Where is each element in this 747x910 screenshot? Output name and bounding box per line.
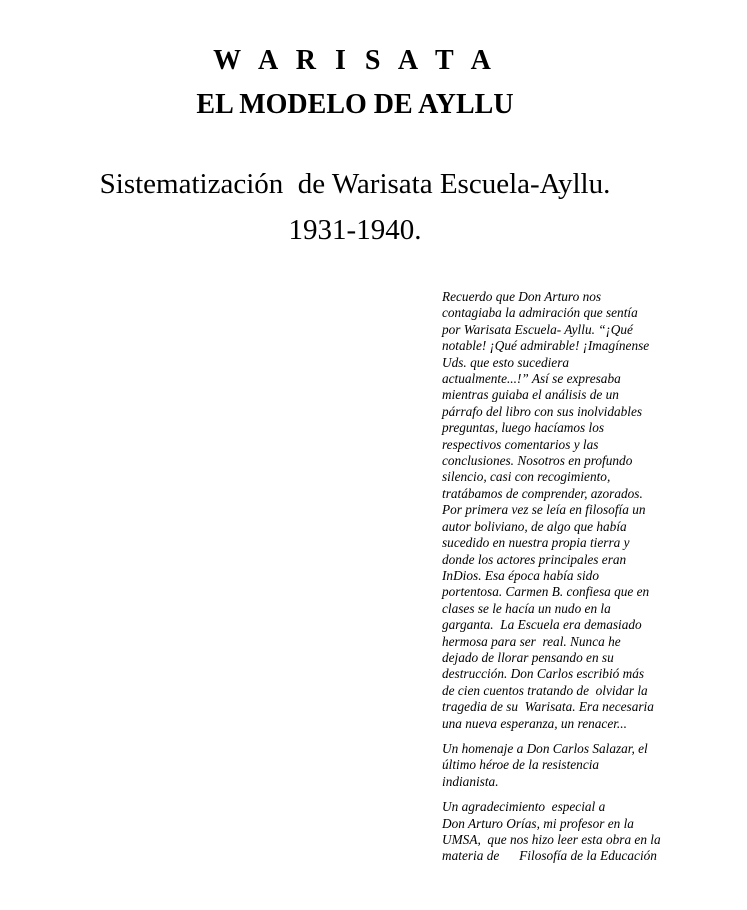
dedication-line: una nueva esperanza, un renacer... (442, 715, 627, 731)
dedication-line: preguntas, luego hacíamos los (442, 420, 605, 436)
dedication-paragraph-1 (442, 289, 742, 732)
dedication-line: tratábamos de comprender, azorados. (442, 485, 643, 501)
dedication-line: garganta. La Escuela era demasiado (442, 617, 642, 633)
dedication-line: de cien cuentos tratando de olvidar la (442, 682, 648, 698)
dedication-line: conclusiones. Nosotros en profundo (442, 453, 633, 469)
dedication-line: tragedia de su Warisata. Era necesaria (442, 699, 654, 715)
dedication-line: por Warisata Escuela- Ayllu. “¡Qué (442, 321, 633, 337)
dedication-line: destrucción. Don Carlos escribió más (442, 666, 645, 682)
paragraph-spacer (442, 732, 742, 741)
dedication-line: silencio, casi con recogimiento, (442, 469, 611, 485)
dedication-line: dejado de llorar pensando en su (442, 649, 614, 665)
dedication-line: Recuerdo que Don Arturo nos (442, 289, 602, 304)
subtitle-sistematizacion: Sistematización de Warisata Escuela-Ayllu. (99, 168, 611, 200)
dedication-line: respectivos comentarios y las (442, 436, 599, 452)
dedication-line: último héroe de la resistencia (442, 757, 600, 773)
dedication-line: materia de Filosofía de la Educación (442, 848, 657, 864)
dedication-paragraph-3 (442, 799, 742, 865)
dedication-line: párrafo del libro con sus inolvidables (442, 403, 643, 419)
dedication-line: Un homenaje a Don Carlos Salazar, el (442, 740, 648, 756)
dedication-line: UMSA, que nos hizo leer esta obra en la (442, 832, 661, 847)
dedication-line: indianista. (442, 773, 499, 789)
dedication-line: InDios. Esa época había sido (442, 567, 599, 583)
dedication-line: Don Arturo Orías, mi profesor en la (442, 815, 634, 831)
dedication-line: sucedido en nuestra propia tierra y (442, 535, 630, 551)
dedication-paragraph-2 (442, 741, 742, 790)
dedication-line: notable! ¡Qué admirable! ¡Imagínense (442, 338, 650, 354)
subtitle-years: 1931-1940. (288, 214, 422, 246)
dedication-text-block (442, 289, 742, 865)
dedication-line: Por primera vez se leía en filosofía un (442, 502, 646, 518)
title-modelo-de-ayllu: EL MODELO DE AYLLU (196, 89, 514, 120)
paragraph-spacer (442, 790, 742, 799)
dedication-line: clases se le hacía un nudo en la (442, 600, 611, 616)
dedication-line: hermosa para ser real. Nunca he (442, 633, 621, 649)
dedication-line: donde los actores principales eran (442, 551, 627, 567)
dedication-line: portentosa. Carmen B. confiesa que en (442, 584, 650, 600)
dedication-line: mientras guiaba el análisis de un (442, 387, 619, 403)
dedication-line: Un agradecimiento especial a (442, 799, 606, 815)
dedication-line: autor boliviano, de algo que había (442, 518, 627, 534)
dedication-line: contagiaba la admiración que sentía (442, 305, 638, 321)
title-warisata: W A R I S A T A (213, 45, 497, 76)
dedication-line: actualmente...!” Así se expresaba (442, 371, 621, 387)
dedication-line: Uds. que esto sucediera (442, 354, 570, 370)
